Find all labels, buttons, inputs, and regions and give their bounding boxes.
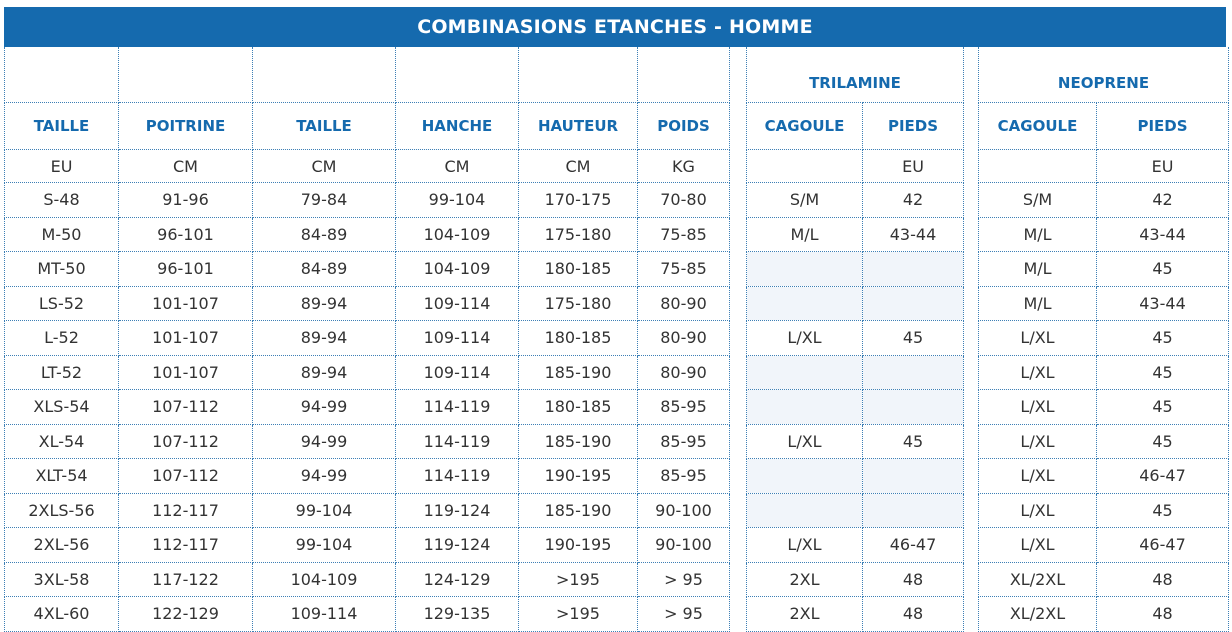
header-poids: POIDS bbox=[638, 103, 730, 150]
table-row bbox=[5, 459, 1229, 494]
cell-trilamine-pieds bbox=[863, 355, 964, 390]
cell-trilamine-cagoule bbox=[747, 390, 863, 425]
cell-poitrine: 122-129 bbox=[119, 597, 253, 632]
column-gap bbox=[964, 183, 979, 218]
column-gap bbox=[730, 493, 747, 528]
column-gap bbox=[964, 217, 979, 252]
cell-poitrine: 96-101 bbox=[119, 217, 253, 252]
cell-poitrine: 101-107 bbox=[119, 321, 253, 356]
cell-trilamine-cagoule bbox=[747, 286, 863, 321]
column-gap bbox=[964, 424, 979, 459]
cell-trilamine-pieds bbox=[863, 459, 964, 494]
table-row bbox=[5, 528, 1229, 563]
cell-neoprene-cagoule: L/XL bbox=[979, 459, 1097, 494]
cell-taille-cm: 89-94 bbox=[253, 321, 396, 356]
cell-neoprene-pieds: 45 bbox=[1097, 390, 1229, 425]
blank-cell bbox=[396, 47, 519, 103]
column-gap bbox=[730, 47, 747, 103]
cell-neoprene-cagoule: XL/2XL bbox=[979, 562, 1097, 597]
cell-trilamine-pieds: 45 bbox=[863, 321, 964, 356]
cell-neoprene-cagoule: L/XL bbox=[979, 355, 1097, 390]
column-gap bbox=[964, 562, 979, 597]
header-hauteur: HAUTEUR bbox=[519, 103, 638, 150]
cell-taille-cm: 94-99 bbox=[253, 459, 396, 494]
cell-trilamine-pieds: 45 bbox=[863, 424, 964, 459]
cell-hauteur: 190-195 bbox=[519, 528, 638, 563]
cell-hauteur: 180-185 bbox=[519, 390, 638, 425]
cell-trilamine-cagoule: L/XL bbox=[747, 424, 863, 459]
cell-hauteur: 185-190 bbox=[519, 355, 638, 390]
cell-taille-cm: 94-99 bbox=[253, 424, 396, 459]
cell-taille: L-52 bbox=[5, 321, 119, 356]
cell-trilamine-pieds: 46-47 bbox=[863, 528, 964, 563]
cell-hanche: 99-104 bbox=[396, 183, 519, 218]
cell-trilamine-pieds bbox=[863, 493, 964, 528]
table-row bbox=[5, 562, 1229, 597]
cell-taille: XL-54 bbox=[5, 424, 119, 459]
table-row bbox=[5, 217, 1229, 252]
cell-trilamine-pieds bbox=[863, 252, 964, 287]
cell-poitrine: 91-96 bbox=[119, 183, 253, 218]
header-taille: TAILLE bbox=[5, 103, 119, 150]
header-taille-cm: TAILLE bbox=[253, 103, 396, 150]
column-gap bbox=[730, 459, 747, 494]
unit-trilamine-cagoule bbox=[747, 150, 863, 183]
unit-hauteur: CM bbox=[519, 150, 638, 183]
cell-taille-cm: 109-114 bbox=[253, 597, 396, 632]
cell-poitrine: 96-101 bbox=[119, 252, 253, 287]
cell-hanche: 109-114 bbox=[396, 321, 519, 356]
header-neoprene-cagoule: CAGOULE bbox=[979, 103, 1097, 150]
cell-trilamine-pieds: 43-44 bbox=[863, 217, 964, 252]
cell-hauteur: 185-190 bbox=[519, 493, 638, 528]
header-trilamine-pieds: PIEDS bbox=[863, 103, 964, 150]
cell-trilamine-cagoule: M/L bbox=[747, 217, 863, 252]
cell-hauteur: 185-190 bbox=[519, 424, 638, 459]
cell-taille-cm: 99-104 bbox=[253, 528, 396, 563]
cell-poids: 85-95 bbox=[638, 390, 730, 425]
cell-poids: 70-80 bbox=[638, 183, 730, 218]
column-gap bbox=[730, 562, 747, 597]
column-gap bbox=[730, 183, 747, 218]
cell-poids: > 95 bbox=[638, 597, 730, 632]
cell-taille: MT-50 bbox=[5, 252, 119, 287]
cell-trilamine-pieds: 48 bbox=[863, 597, 964, 632]
column-header-row bbox=[5, 103, 1229, 150]
cell-trilamine-cagoule bbox=[747, 355, 863, 390]
cell-trilamine-cagoule: S/M bbox=[747, 183, 863, 218]
unit-taille: EU bbox=[5, 150, 119, 183]
cell-neoprene-cagoule: M/L bbox=[979, 252, 1097, 287]
cell-neoprene-pieds: 48 bbox=[1097, 597, 1229, 632]
column-gap bbox=[730, 103, 747, 150]
cell-taille-cm: 84-89 bbox=[253, 217, 396, 252]
cell-neoprene-cagoule: L/XL bbox=[979, 321, 1097, 356]
cell-poids: 85-95 bbox=[638, 459, 730, 494]
cell-neoprene-cagoule: XL/2XL bbox=[979, 597, 1097, 632]
cell-trilamine-pieds: 48 bbox=[863, 562, 964, 597]
unit-neoprene-pieds: EU bbox=[1097, 150, 1229, 183]
column-gap bbox=[964, 355, 979, 390]
cell-hauteur: 170-175 bbox=[519, 183, 638, 218]
cell-hauteur: >195 bbox=[519, 562, 638, 597]
cell-taille-cm: 104-109 bbox=[253, 562, 396, 597]
cell-taille-cm: 99-104 bbox=[253, 493, 396, 528]
cell-poitrine: 112-117 bbox=[119, 493, 253, 528]
unit-neoprene-cagoule bbox=[979, 150, 1097, 183]
cell-hanche: 119-124 bbox=[396, 528, 519, 563]
table-row bbox=[5, 493, 1229, 528]
cell-hauteur: 180-185 bbox=[519, 252, 638, 287]
cell-taille: 4XL-60 bbox=[5, 597, 119, 632]
table-row bbox=[5, 355, 1229, 390]
cell-poids: 75-85 bbox=[638, 217, 730, 252]
cell-neoprene-pieds: 45 bbox=[1097, 424, 1229, 459]
cell-neoprene-cagoule: M/L bbox=[979, 286, 1097, 321]
column-gap bbox=[964, 47, 979, 103]
cell-hanche: 114-119 bbox=[396, 459, 519, 494]
table-row bbox=[5, 252, 1229, 287]
header-trilamine-cagoule: CAGOULE bbox=[747, 103, 863, 150]
column-gap bbox=[730, 286, 747, 321]
column-gap bbox=[964, 321, 979, 356]
cell-poids: > 95 bbox=[638, 562, 730, 597]
cell-hanche: 119-124 bbox=[396, 493, 519, 528]
cell-taille: 3XL-58 bbox=[5, 562, 119, 597]
column-gap bbox=[730, 150, 747, 183]
cell-hanche: 109-114 bbox=[396, 286, 519, 321]
column-gap bbox=[964, 252, 979, 287]
cell-trilamine-cagoule bbox=[747, 252, 863, 287]
column-gap bbox=[964, 286, 979, 321]
cell-taille: LT-52 bbox=[5, 355, 119, 390]
cell-taille: S-48 bbox=[5, 183, 119, 218]
cell-trilamine-pieds bbox=[863, 286, 964, 321]
cell-taille-cm: 84-89 bbox=[253, 252, 396, 287]
blank-cell bbox=[119, 47, 253, 103]
unit-poitrine: CM bbox=[119, 150, 253, 183]
cell-hanche: 104-109 bbox=[396, 217, 519, 252]
table-row bbox=[5, 390, 1229, 425]
cell-taille-cm: 89-94 bbox=[253, 355, 396, 390]
cell-hauteur: 180-185 bbox=[519, 321, 638, 356]
unit-poids: KG bbox=[638, 150, 730, 183]
cell-neoprene-pieds: 46-47 bbox=[1097, 459, 1229, 494]
cell-hauteur: >195 bbox=[519, 597, 638, 632]
cell-trilamine-cagoule bbox=[747, 493, 863, 528]
cell-trilamine-pieds: 42 bbox=[863, 183, 964, 218]
cell-hauteur: 190-195 bbox=[519, 459, 638, 494]
cell-trilamine-cagoule bbox=[747, 459, 863, 494]
table-row bbox=[5, 286, 1229, 321]
column-gap bbox=[730, 390, 747, 425]
cell-neoprene-cagoule: L/XL bbox=[979, 493, 1097, 528]
column-gap bbox=[964, 459, 979, 494]
cell-poids: 90-100 bbox=[638, 528, 730, 563]
table-title: COMBINASIONS ETANCHES - HOMME bbox=[4, 7, 1226, 47]
group-trilamine: TRILAMINE bbox=[747, 47, 964, 103]
cell-neoprene-cagoule: L/XL bbox=[979, 528, 1097, 563]
blank-cell bbox=[253, 47, 396, 103]
column-gap bbox=[964, 528, 979, 563]
cell-taille-cm: 79-84 bbox=[253, 183, 396, 218]
cell-trilamine-pieds bbox=[863, 390, 964, 425]
cell-hauteur: 175-180 bbox=[519, 217, 638, 252]
blank-cell bbox=[5, 47, 119, 103]
column-gap bbox=[964, 150, 979, 183]
column-gap bbox=[964, 390, 979, 425]
header-hanche: HANCHE bbox=[396, 103, 519, 150]
unit-trilamine-pieds: EU bbox=[863, 150, 964, 183]
blank-cell bbox=[638, 47, 730, 103]
cell-poitrine: 101-107 bbox=[119, 355, 253, 390]
cell-neoprene-pieds: 45 bbox=[1097, 321, 1229, 356]
cell-taille: 2XL-56 bbox=[5, 528, 119, 563]
group-neoprene: NEOPRENE bbox=[979, 47, 1229, 103]
cell-hanche: 114-119 bbox=[396, 424, 519, 459]
cell-neoprene-cagoule: M/L bbox=[979, 217, 1097, 252]
cell-poitrine: 112-117 bbox=[119, 528, 253, 563]
cell-taille: XLS-54 bbox=[5, 390, 119, 425]
cell-poids: 75-85 bbox=[638, 252, 730, 287]
cell-neoprene-pieds: 43-44 bbox=[1097, 286, 1229, 321]
cell-poitrine: 107-112 bbox=[119, 459, 253, 494]
unit-hanche: CM bbox=[396, 150, 519, 183]
table-row bbox=[5, 183, 1229, 218]
group-header-row bbox=[5, 47, 1229, 103]
cell-neoprene-pieds: 45 bbox=[1097, 355, 1229, 390]
header-neoprene-pieds: PIEDS bbox=[1097, 103, 1229, 150]
column-gap bbox=[730, 252, 747, 287]
header-poitrine: POITRINE bbox=[119, 103, 253, 150]
cell-poitrine: 107-112 bbox=[119, 390, 253, 425]
column-gap bbox=[730, 321, 747, 356]
cell-trilamine-cagoule: 2XL bbox=[747, 597, 863, 632]
cell-hauteur: 175-180 bbox=[519, 286, 638, 321]
table-row bbox=[5, 321, 1229, 356]
cell-poitrine: 107-112 bbox=[119, 424, 253, 459]
cell-neoprene-pieds: 46-47 bbox=[1097, 528, 1229, 563]
unit-taille-cm: CM bbox=[253, 150, 396, 183]
size-rows bbox=[5, 183, 1229, 632]
cell-poids: 80-90 bbox=[638, 286, 730, 321]
cell-taille: M-50 bbox=[5, 217, 119, 252]
cell-poitrine: 117-122 bbox=[119, 562, 253, 597]
cell-hanche: 129-135 bbox=[396, 597, 519, 632]
column-gap bbox=[964, 103, 979, 150]
cell-neoprene-pieds: 48 bbox=[1097, 562, 1229, 597]
cell-hanche: 109-114 bbox=[396, 355, 519, 390]
blank-cell bbox=[519, 47, 638, 103]
column-gap bbox=[730, 528, 747, 563]
cell-neoprene-pieds: 42 bbox=[1097, 183, 1229, 218]
cell-poids: 85-95 bbox=[638, 424, 730, 459]
cell-taille: 2XLS-56 bbox=[5, 493, 119, 528]
cell-hanche: 104-109 bbox=[396, 252, 519, 287]
column-gap bbox=[730, 217, 747, 252]
unit-row bbox=[5, 150, 1229, 183]
cell-poids: 90-100 bbox=[638, 493, 730, 528]
cell-trilamine-cagoule: 2XL bbox=[747, 562, 863, 597]
cell-taille-cm: 94-99 bbox=[253, 390, 396, 425]
cell-neoprene-cagoule: S/M bbox=[979, 183, 1097, 218]
cell-neoprene-pieds: 45 bbox=[1097, 493, 1229, 528]
size-chart-table bbox=[4, 47, 1229, 632]
cell-taille: XLT-54 bbox=[5, 459, 119, 494]
table-row bbox=[5, 424, 1229, 459]
column-gap bbox=[730, 355, 747, 390]
cell-hanche: 124-129 bbox=[396, 562, 519, 597]
cell-taille-cm: 89-94 bbox=[253, 286, 396, 321]
cell-neoprene-pieds: 45 bbox=[1097, 252, 1229, 287]
cell-neoprene-cagoule: L/XL bbox=[979, 390, 1097, 425]
cell-trilamine-cagoule: L/XL bbox=[747, 321, 863, 356]
cell-trilamine-cagoule: L/XL bbox=[747, 528, 863, 563]
cell-taille: LS-52 bbox=[5, 286, 119, 321]
cell-neoprene-pieds: 43-44 bbox=[1097, 217, 1229, 252]
cell-poids: 80-90 bbox=[638, 321, 730, 356]
column-gap bbox=[964, 493, 979, 528]
cell-neoprene-cagoule: L/XL bbox=[979, 424, 1097, 459]
cell-poids: 80-90 bbox=[638, 355, 730, 390]
column-gap bbox=[730, 424, 747, 459]
cell-poitrine: 101-107 bbox=[119, 286, 253, 321]
cell-hanche: 114-119 bbox=[396, 390, 519, 425]
